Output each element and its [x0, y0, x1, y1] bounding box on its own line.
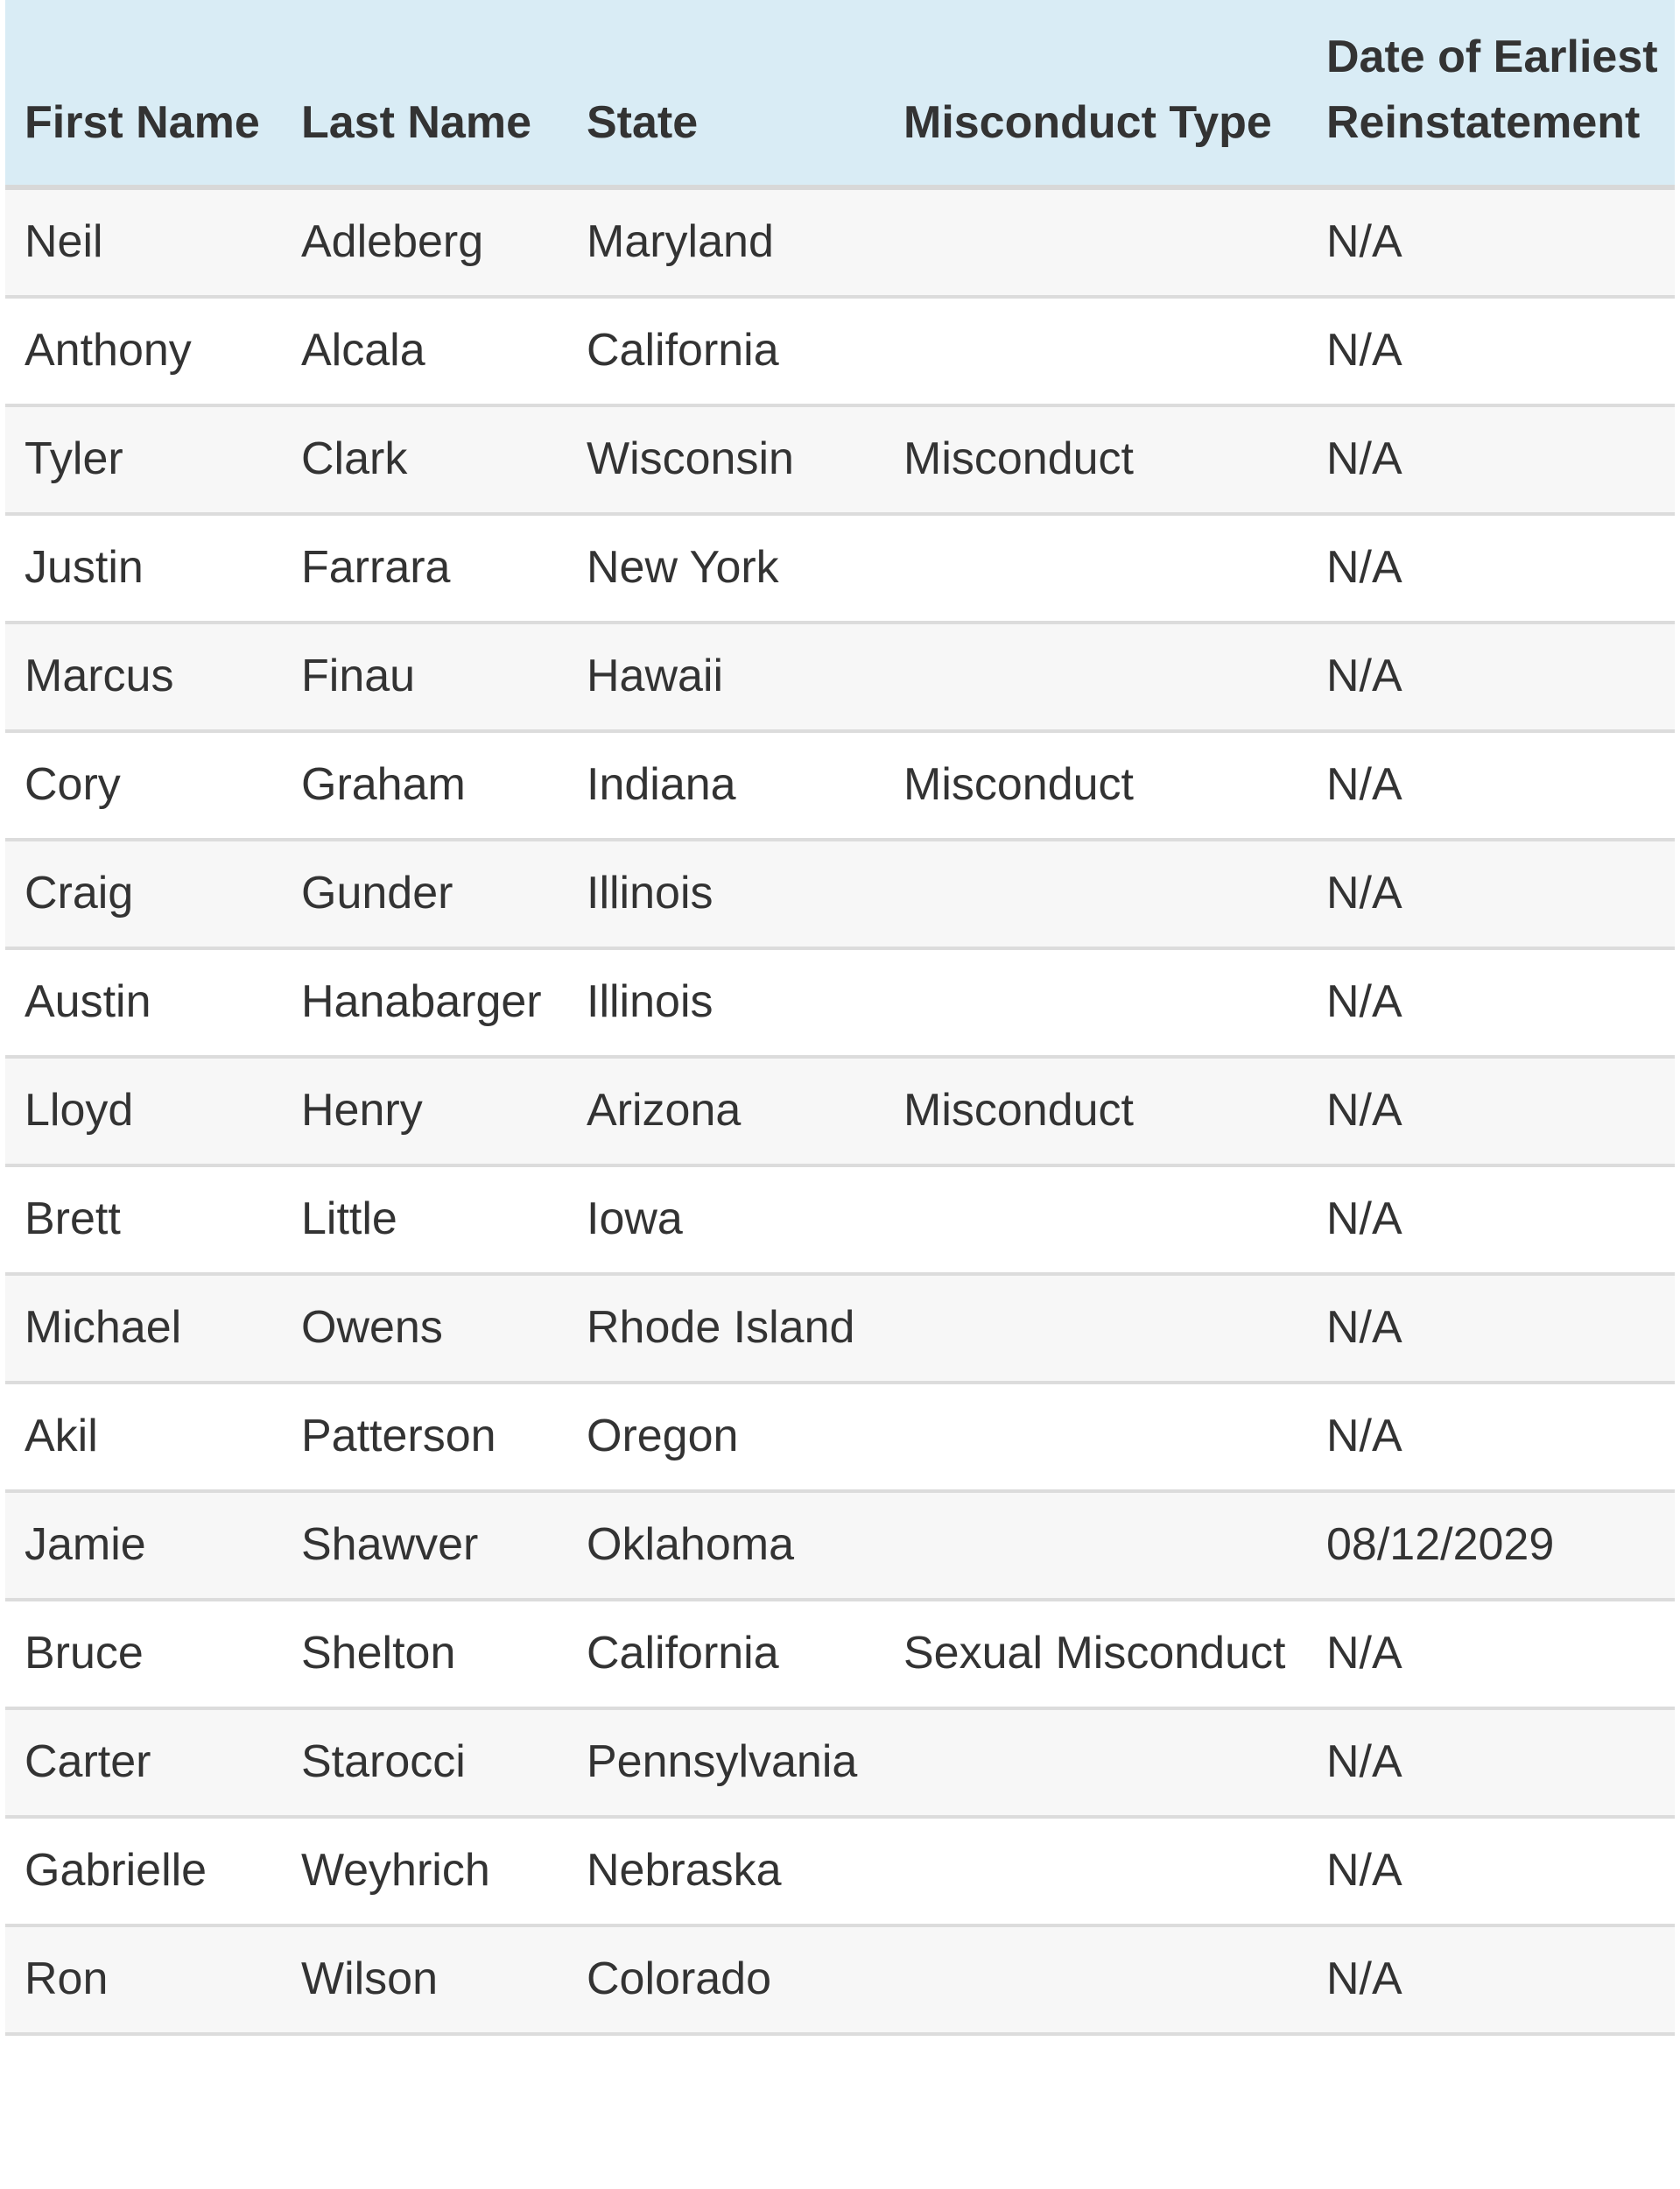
- cell-first-name: Cory: [5, 731, 282, 840]
- cell-reinstatement-date: N/A: [1307, 514, 1675, 623]
- header-row: [5, 0, 1675, 187]
- table-row: [5, 187, 1675, 297]
- cell-last-name: Patterson: [282, 1383, 567, 1491]
- header-first-name: First Name: [5, 0, 282, 187]
- table-row: [5, 1600, 1675, 1708]
- cell-first-name: Craig: [5, 840, 282, 948]
- cell-last-name: Wilson: [282, 1925, 567, 2034]
- cell-reinstatement-date: N/A: [1307, 1274, 1675, 1383]
- table-row: [5, 514, 1675, 623]
- cell-state: Illinois: [567, 840, 884, 948]
- cell-state: California: [567, 1600, 884, 1708]
- suspension-table: [5, 0, 1675, 2036]
- cell-reinstatement-date: 08/12/2029: [1307, 1491, 1675, 1600]
- cell-reinstatement-date: N/A: [1307, 405, 1675, 514]
- cell-reinstatement-date: N/A: [1307, 948, 1675, 1057]
- cell-reinstatement-date: N/A: [1307, 297, 1675, 405]
- table-row: [5, 1274, 1675, 1383]
- suspension-table-container: [5, 0, 1675, 2036]
- header-date-of-earliest-reinstatement: Date of Earliest Reinstatement: [1307, 0, 1675, 187]
- cell-misconduct-type: [884, 1274, 1307, 1383]
- cell-state: Hawaii: [567, 623, 884, 731]
- cell-reinstatement-date: N/A: [1307, 1057, 1675, 1165]
- cell-misconduct-type: [884, 1165, 1307, 1274]
- cell-first-name: Gabrielle: [5, 1817, 282, 1925]
- cell-state: New York: [567, 514, 884, 623]
- table-row: [5, 948, 1675, 1057]
- cell-first-name: Bruce: [5, 1600, 282, 1708]
- table-row: [5, 1817, 1675, 1925]
- cell-first-name: Neil: [5, 187, 282, 297]
- cell-misconduct-type: [884, 1383, 1307, 1491]
- cell-reinstatement-date: N/A: [1307, 187, 1675, 297]
- cell-first-name: Ron: [5, 1925, 282, 2034]
- cell-state: Iowa: [567, 1165, 884, 1274]
- cell-first-name: Tyler: [5, 405, 282, 514]
- table-row: [5, 1708, 1675, 1817]
- cell-misconduct-type: Misconduct: [884, 1057, 1307, 1165]
- cell-misconduct-type: [884, 514, 1307, 623]
- cell-first-name: Anthony: [5, 297, 282, 405]
- cell-state: Indiana: [567, 731, 884, 840]
- table-row: [5, 840, 1675, 948]
- cell-state: Oregon: [567, 1383, 884, 1491]
- cell-first-name: Marcus: [5, 623, 282, 731]
- cell-reinstatement-date: N/A: [1307, 1817, 1675, 1925]
- cell-last-name: Farrara: [282, 514, 567, 623]
- cell-first-name: Akil: [5, 1383, 282, 1491]
- cell-misconduct-type: [884, 840, 1307, 948]
- table-row: [5, 297, 1675, 405]
- cell-first-name: Jamie: [5, 1491, 282, 1600]
- cell-state: California: [567, 297, 884, 405]
- cell-first-name: Carter: [5, 1708, 282, 1817]
- cell-state: Illinois: [567, 948, 884, 1057]
- cell-last-name: Adleberg: [282, 187, 567, 297]
- cell-last-name: Shelton: [282, 1600, 567, 1708]
- cell-first-name: Brett: [5, 1165, 282, 1274]
- cell-last-name: Henry: [282, 1057, 567, 1165]
- cell-misconduct-type: [884, 1817, 1307, 1925]
- cell-misconduct-type: [884, 187, 1307, 297]
- cell-reinstatement-date: N/A: [1307, 1708, 1675, 1817]
- cell-state: Maryland: [567, 187, 884, 297]
- cell-misconduct-type: [884, 623, 1307, 731]
- header-last-name: Last Name: [282, 0, 567, 187]
- table-body: [5, 187, 1675, 2034]
- cell-state: Colorado: [567, 1925, 884, 2034]
- cell-last-name: Clark: [282, 405, 567, 514]
- table-row: [5, 1383, 1675, 1491]
- table-row: [5, 1165, 1675, 1274]
- cell-first-name: Austin: [5, 948, 282, 1057]
- cell-reinstatement-date: N/A: [1307, 623, 1675, 731]
- cell-last-name: Finau: [282, 623, 567, 731]
- cell-reinstatement-date: N/A: [1307, 731, 1675, 840]
- cell-reinstatement-date: N/A: [1307, 840, 1675, 948]
- cell-state: Arizona: [567, 1057, 884, 1165]
- cell-last-name: Starocci: [282, 1708, 567, 1817]
- header-misconduct-type: Misconduct Type: [884, 0, 1307, 187]
- table-row: [5, 1057, 1675, 1165]
- cell-last-name: Graham: [282, 731, 567, 840]
- cell-state: Nebraska: [567, 1817, 884, 1925]
- cell-state: Oklahoma: [567, 1491, 884, 1600]
- table-header: [5, 0, 1675, 187]
- cell-misconduct-type: [884, 1708, 1307, 1817]
- cell-last-name: Owens: [282, 1274, 567, 1383]
- cell-misconduct-type: [884, 1925, 1307, 2034]
- table-row: [5, 731, 1675, 840]
- cell-last-name: Gunder: [282, 840, 567, 948]
- cell-last-name: Shawver: [282, 1491, 567, 1600]
- cell-misconduct-type: Misconduct: [884, 405, 1307, 514]
- header-state: State: [567, 0, 884, 187]
- cell-state: Pennsylvania: [567, 1708, 884, 1817]
- table-row: [5, 405, 1675, 514]
- cell-last-name: Little: [282, 1165, 567, 1274]
- cell-last-name: Alcala: [282, 297, 567, 405]
- cell-misconduct-type: [884, 948, 1307, 1057]
- cell-state: Wisconsin: [567, 405, 884, 514]
- cell-first-name: Justin: [5, 514, 282, 623]
- table-row: [5, 1491, 1675, 1600]
- cell-first-name: Lloyd: [5, 1057, 282, 1165]
- table-row: [5, 623, 1675, 731]
- cell-reinstatement-date: N/A: [1307, 1925, 1675, 2034]
- cell-reinstatement-date: N/A: [1307, 1165, 1675, 1274]
- cell-reinstatement-date: N/A: [1307, 1383, 1675, 1491]
- cell-first-name: Michael: [5, 1274, 282, 1383]
- cell-last-name: Hanabarger: [282, 948, 567, 1057]
- cell-misconduct-type: Sexual Misconduct: [884, 1600, 1307, 1708]
- cell-state: Rhode Island: [567, 1274, 884, 1383]
- cell-misconduct-type: [884, 297, 1307, 405]
- cell-last-name: Weyhrich: [282, 1817, 567, 1925]
- table-row: [5, 1925, 1675, 2034]
- cell-misconduct-type: Misconduct: [884, 731, 1307, 840]
- cell-misconduct-type: [884, 1491, 1307, 1600]
- cell-reinstatement-date: N/A: [1307, 1600, 1675, 1708]
